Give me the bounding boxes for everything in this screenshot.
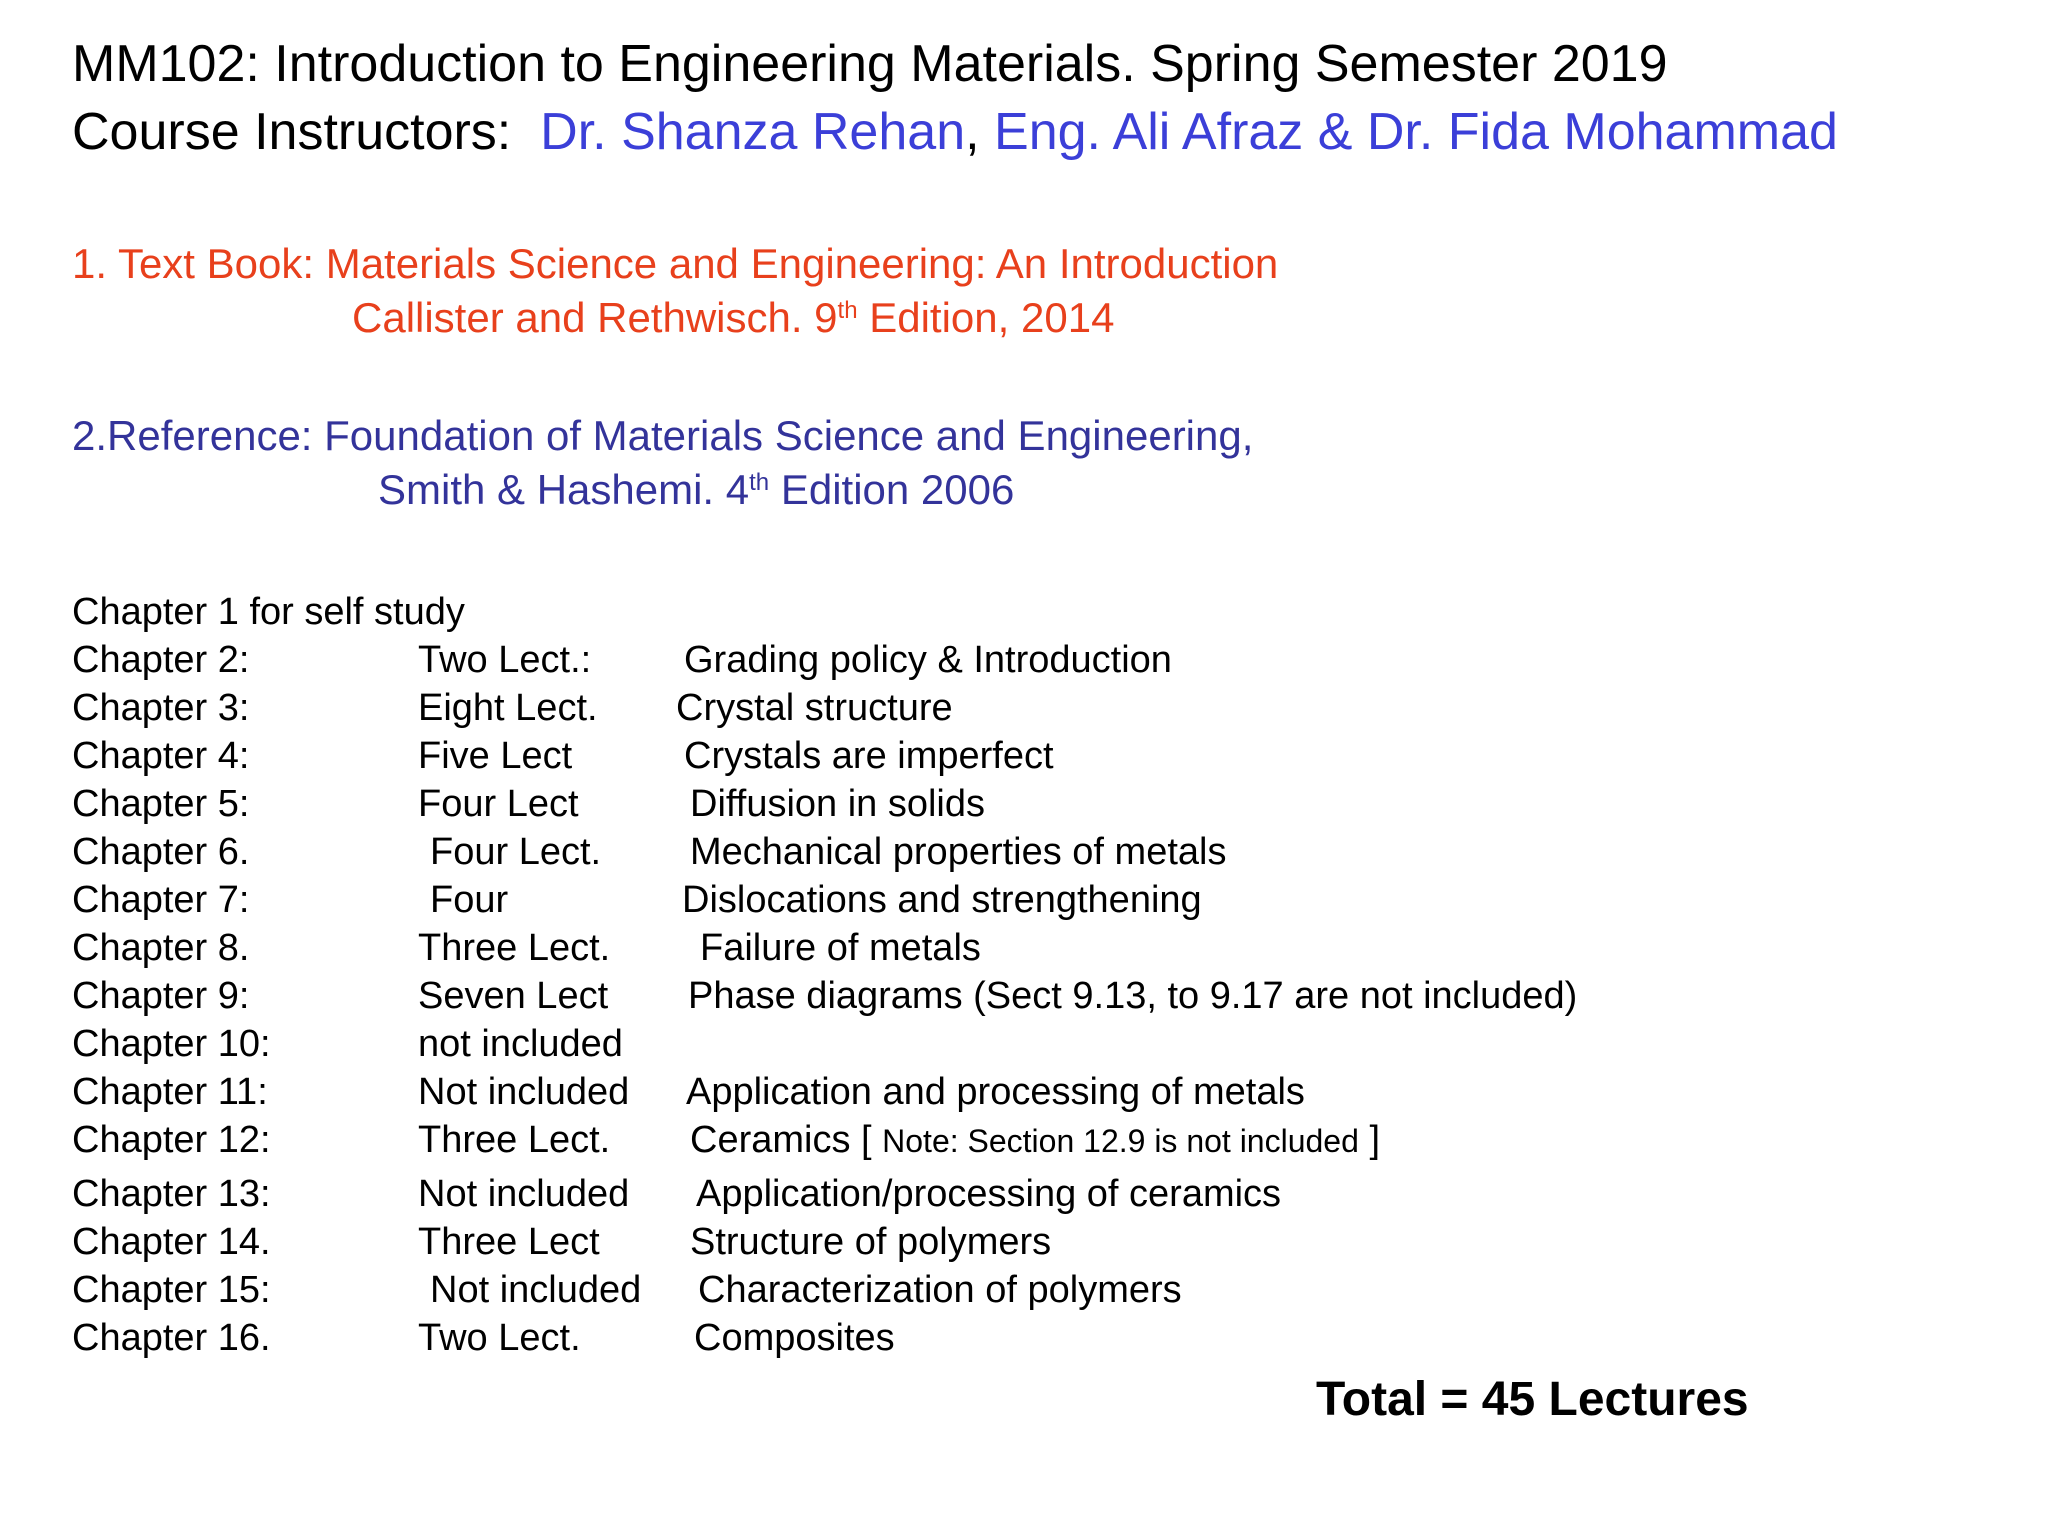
chapter-lectures: Three Lect: [418, 1221, 600, 1263]
chapter-lectures: Five Lect: [418, 735, 573, 777]
chapter-lectures: Four Lect.: [430, 831, 602, 873]
chapter-lectures: Four Lect: [418, 783, 579, 825]
chapter-lectures: not included: [418, 1023, 623, 1065]
chapter-topic: Application and processing of metals: [686, 1071, 1305, 1113]
reference-edition: Edition 2006: [769, 466, 1015, 513]
chapter-name: Chapter 13:: [72, 1173, 271, 1215]
chapter-name: Chapter 11:: [72, 1071, 268, 1113]
chapter-name: Chapter 2:: [72, 639, 250, 681]
chapter-lectures: Two Lect.:: [418, 639, 592, 681]
page-title: MM102: Introduction to Engineering Materials. Spring Semester 2019: [72, 35, 1668, 93]
textbook-line-2: [352, 292, 1114, 344]
chapter-lectures: Eight Lect.: [418, 687, 598, 729]
chapter-lectures: Not included: [430, 1269, 642, 1311]
instructor-separator: ,: [965, 103, 980, 161]
chapter-topic: Crystal structure: [676, 687, 953, 729]
reference-author: Smith & Hashemi. 4: [378, 466, 750, 513]
reference-line-2: [378, 464, 1014, 516]
chapter-topic: Composites: [694, 1317, 895, 1359]
chapter-topic: Structure of polymers: [690, 1221, 1052, 1263]
chapter-intro-text: Chapter 1 for self study: [72, 591, 465, 633]
textbook-edition-sup: th: [837, 297, 858, 324]
textbook-line-1: 1. Text Book: Materials Science and Engineering: An Introduction: [72, 240, 1279, 287]
chapter-topic: [690, 1116, 1380, 1165]
chapter-topic: Dislocations and strengthening: [682, 879, 1202, 921]
textbook-author: Callister and Rethwisch. 9: [352, 294, 838, 341]
chapter-name: Chapter 16.: [72, 1317, 271, 1359]
chapter-lectures: Three Lect.: [418, 1119, 611, 1161]
chapter-name: Chapter 10:: [72, 1023, 271, 1065]
instructor-1: Dr. Shanza Rehan: [540, 103, 966, 161]
chapter-topic: Application/processing of ceramics: [696, 1173, 1282, 1215]
chapter-name: Chapter 9:: [72, 975, 250, 1017]
chapter-lectures: Not included: [418, 1173, 630, 1215]
chapter-topic: Phase diagrams (Sect 9.13, to 9.17 are not included): [688, 975, 1578, 1017]
chapter-topic: Failure of metals: [700, 927, 981, 969]
chapter-lectures: Three Lect.: [418, 927, 611, 969]
chapter-name: Chapter 12:: [72, 1119, 271, 1161]
chapter-topic: Diffusion in solids: [690, 783, 986, 825]
chapter-name: Chapter 14.: [72, 1221, 271, 1263]
reference-line-1: 2.Reference: Foundation of Materials Science and Engineering,: [72, 412, 1254, 459]
reference-edition-sup: th: [749, 469, 770, 496]
chapter-name: Chapter 8.: [72, 927, 250, 969]
chapter-name: Chapter 15:: [72, 1269, 271, 1311]
chapter-name: Chapter 5:: [72, 783, 250, 825]
chapter-lectures: Two Lect.: [418, 1317, 581, 1359]
chapter-topic: Characterization of polymers: [698, 1269, 1182, 1311]
chapter-name: Chapter 6.: [72, 831, 250, 873]
chapter-name: Chapter 7:: [72, 879, 250, 921]
instructor-2: Eng. Ali Afraz & Dr. Fida Mohammad: [994, 103, 1838, 161]
textbook-edition: Edition, 2014: [857, 294, 1115, 341]
chapter-name: Chapter 4:: [72, 735, 250, 777]
chapter-lectures: Not included: [418, 1071, 630, 1113]
instructors-label: Course Instructors:: [72, 103, 512, 161]
chapter-lectures: Seven Lect: [418, 975, 609, 1017]
chapter-note: Note: Section 12.9 is not included: [882, 1123, 1359, 1159]
chapter-name: Chapter 3:: [72, 687, 250, 729]
chapter-lectures: Four: [430, 879, 509, 921]
chapter-topic-end: ]: [1369, 1119, 1381, 1161]
chapter-topic: Mechanical properties of metals: [690, 831, 1227, 873]
chapter-topic: Grading policy & Introduction: [684, 639, 1172, 681]
course-instructors: [72, 100, 1838, 164]
chapter-topic: Crystals are imperfect: [684, 735, 1054, 777]
chapter-topic-text: Ceramics [: [690, 1119, 872, 1161]
total-lectures: Total = 45 Lectures: [1316, 1373, 1749, 1426]
